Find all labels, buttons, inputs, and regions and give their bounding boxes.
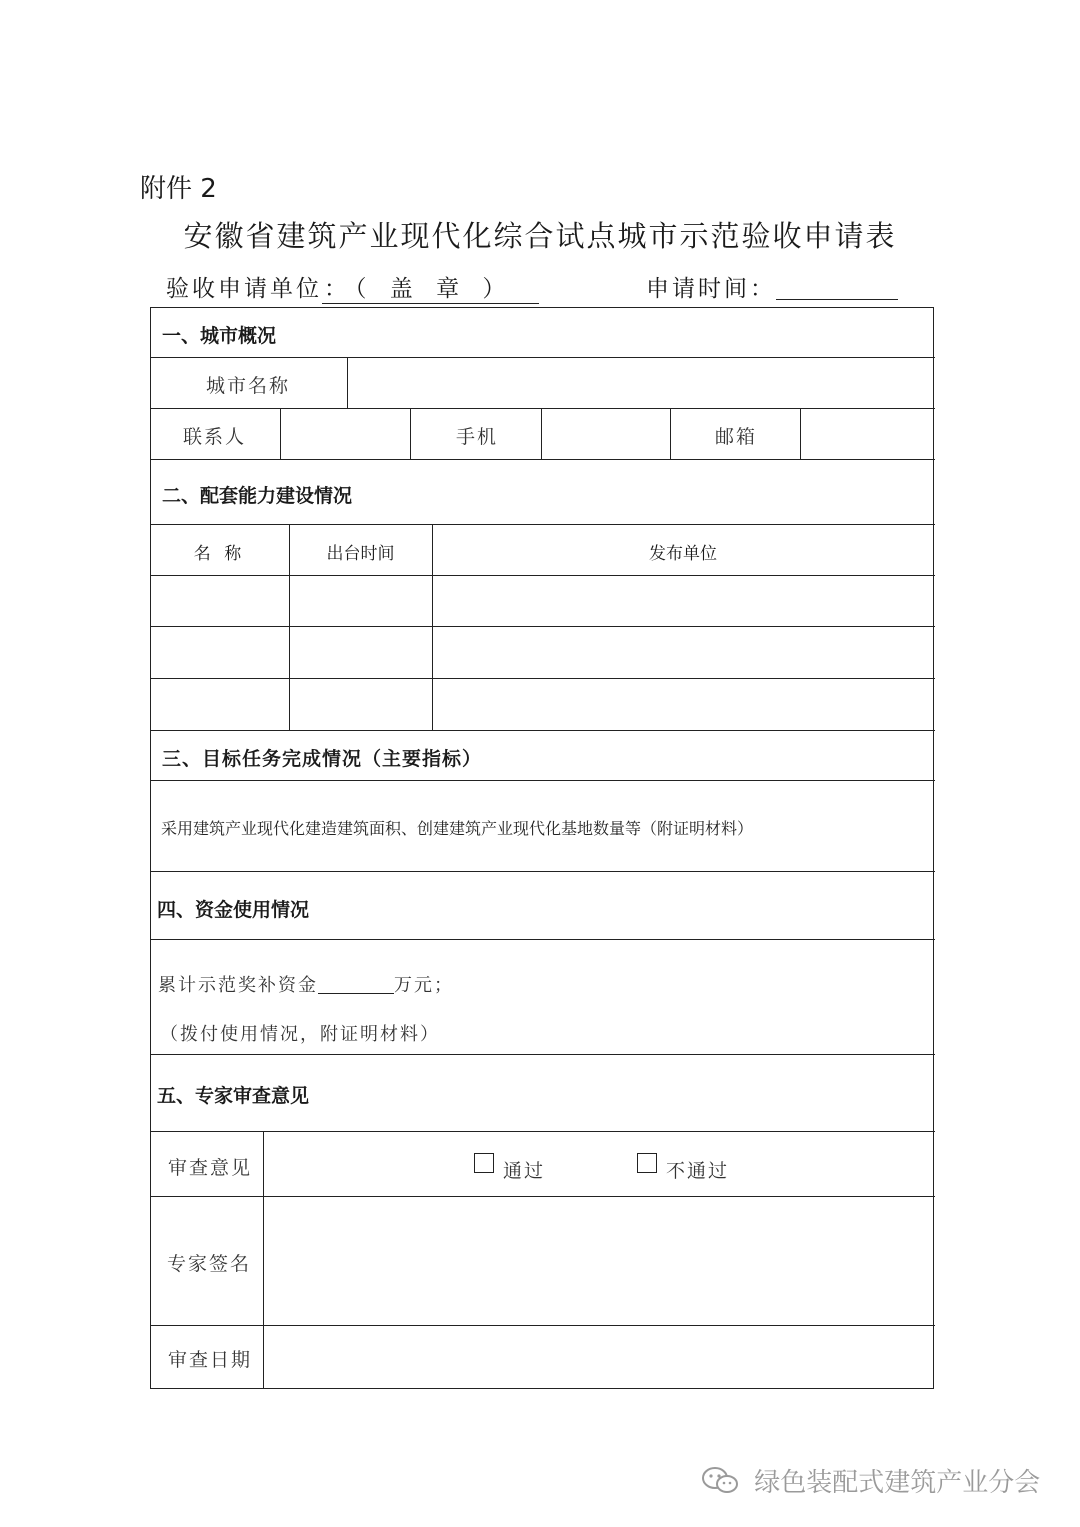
row-divider xyxy=(150,1054,935,1055)
contact-field[interactable] xyxy=(283,411,408,457)
applicant-unit-line xyxy=(166,270,539,304)
application-time-field[interactable] xyxy=(776,275,898,300)
column-header-publisher: 发布单位 xyxy=(649,544,717,564)
row-divider xyxy=(150,408,935,409)
col-divider xyxy=(541,408,542,459)
form-title: 安徽省建筑产业现代化综合试点城市示范验收申请表 xyxy=(183,219,897,253)
applicant-unit-stamp[interactable]: ：（ 盖 章 ） xyxy=(322,270,539,304)
section-supporting-capacity: 二、配套能力建设情况 xyxy=(162,485,353,507)
city-name-label: 城市名称 xyxy=(206,375,291,397)
wechat-icon xyxy=(700,1468,754,1498)
section-expert-review: 五、专家审查意见 xyxy=(157,1085,310,1107)
city-name-field[interactable] xyxy=(350,360,932,406)
fund-amount-unit: 万元； xyxy=(394,975,454,996)
review-opinion-label: 审查意见 xyxy=(168,1157,253,1179)
section-target-tasks: 三、目标任务完成情况（主要指标） xyxy=(162,748,483,770)
pass-checkbox[interactable] xyxy=(474,1153,494,1173)
column-header-issue-date: 出台时间 xyxy=(326,544,395,564)
section-fund-usage: 四、资金使用情况 xyxy=(157,899,310,921)
fail-option-label: 不通过 xyxy=(666,1160,730,1182)
applicant-unit-label: 验收申请单位 xyxy=(166,276,322,302)
contact-label: 联系人 xyxy=(183,426,247,448)
row-divider xyxy=(150,678,935,679)
email-label: 邮箱 xyxy=(715,426,758,448)
phone-label: 手机 xyxy=(456,426,499,448)
fund-amount-label: 累计示范奖补资金 xyxy=(158,975,318,996)
application-time-label: 申请时间： xyxy=(646,276,776,302)
column-header-name: 名 称 xyxy=(193,544,246,564)
fail-checkbox[interactable] xyxy=(637,1153,657,1173)
col-divider xyxy=(410,408,411,459)
col-divider xyxy=(280,408,281,459)
row-divider xyxy=(150,575,935,576)
row-divider xyxy=(150,871,935,872)
expert-signature-label: 专家签名 xyxy=(167,1253,252,1275)
row-divider xyxy=(150,1131,935,1132)
row-divider xyxy=(150,524,935,525)
row-divider xyxy=(150,357,935,358)
row-divider xyxy=(150,730,935,731)
section-city-overview: 一、城市概况 xyxy=(162,325,277,347)
row-divider xyxy=(150,939,935,940)
review-date-field[interactable] xyxy=(266,1328,932,1386)
col-divider xyxy=(263,1131,264,1389)
pass-option-label: 通过 xyxy=(503,1160,546,1182)
application-time-line xyxy=(646,270,898,303)
target-tasks-note: 采用建筑产业现代化建造建筑面积、创建建筑产业现代化基地数量等（附证明材料） xyxy=(161,819,754,838)
row-divider xyxy=(150,459,935,460)
row-divider xyxy=(150,1325,935,1326)
expert-signature-field[interactable] xyxy=(266,1199,932,1323)
row-divider xyxy=(150,626,935,627)
col-divider xyxy=(670,408,671,459)
attachment-label: 附件 2 xyxy=(140,174,217,204)
phone-field[interactable] xyxy=(544,411,668,457)
fund-usage-note: （拨付使用情况，附证明材料） xyxy=(160,1024,440,1045)
fund-amount-field[interactable] xyxy=(318,973,394,994)
row-divider xyxy=(150,1196,935,1197)
review-date-label: 审查日期 xyxy=(168,1349,253,1371)
watermark-text: 绿色装配式建筑产业分会 xyxy=(754,1468,1041,1498)
col-divider xyxy=(800,408,801,459)
email-field[interactable] xyxy=(803,411,932,457)
row-divider xyxy=(150,780,935,781)
fund-amount-line xyxy=(158,971,454,997)
col-divider xyxy=(347,357,348,408)
watermark xyxy=(700,1462,1040,1499)
